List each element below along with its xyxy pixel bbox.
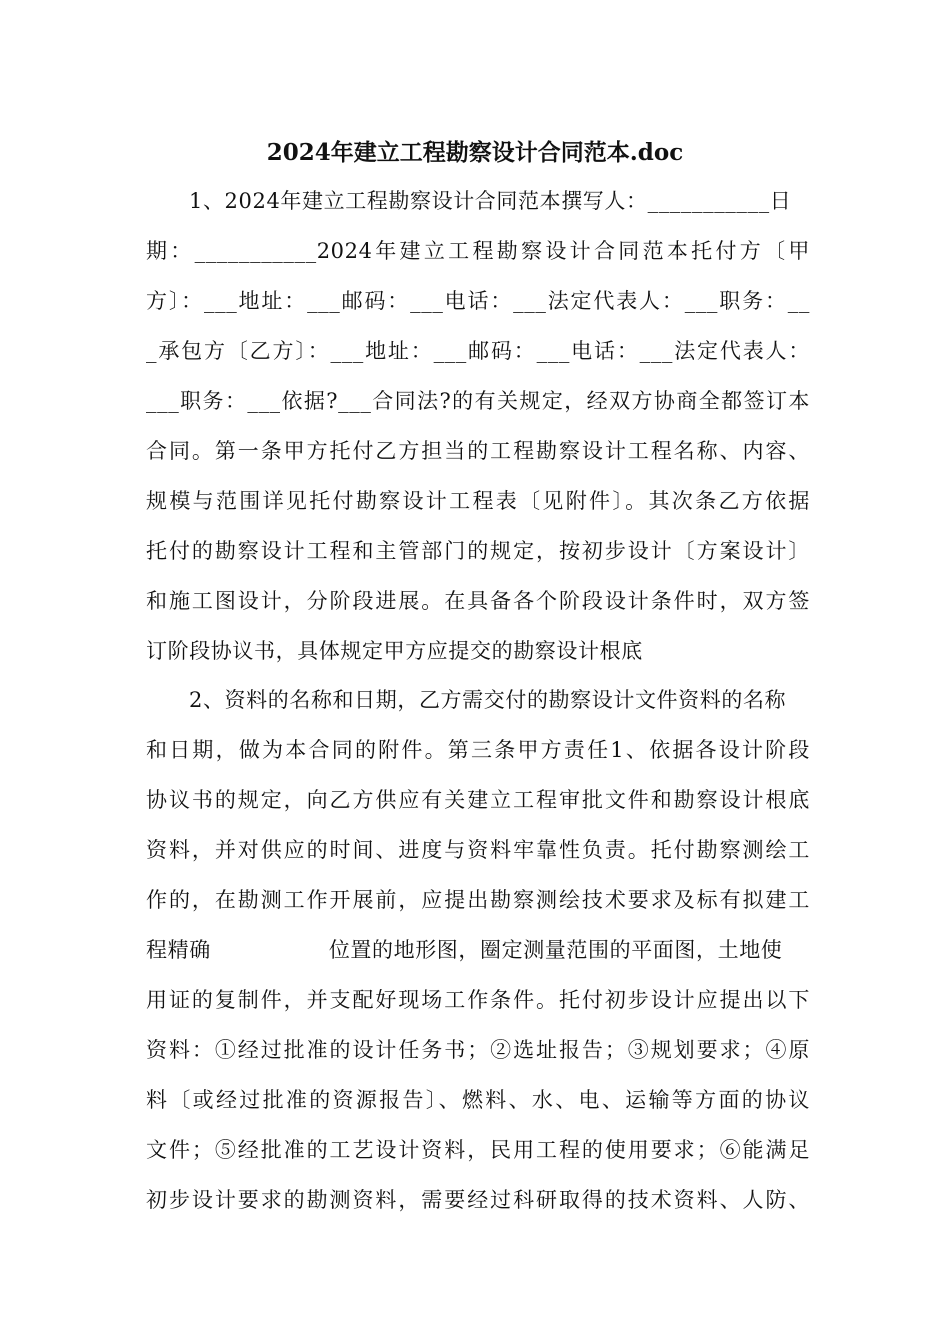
text-line: 2、资料的名称和日期，乙方需交付的勘察设计文件资料的名称 bbox=[189, 688, 787, 712]
text-line: 料〔或经过批准的资源报告〕、燃料、水、电、运输等方面的协议 bbox=[146, 1088, 810, 1112]
line-suffix: 位置的地形图，圈定测量范围的平面图，土地使 bbox=[328, 938, 783, 962]
text-line: 资料：①经过批准的设计任务书；②选址报告；③规划要求；④原 bbox=[146, 1038, 810, 1062]
text-line: 订阶段协议书，具体规定甲方应提交的勘察设计根底 bbox=[146, 639, 643, 663]
text-line: 和日期，做为本合同的附件。第三条甲方责任1、依据各设计阶段 bbox=[146, 738, 810, 762]
text-line: 合同。第一条甲方托付乙方担当的工程勘察设计工程名称、内容、 bbox=[146, 439, 810, 463]
text-line: 协议书的规定，向乙方供应有关建立工程审批文件和勘察设计根底 bbox=[146, 788, 810, 812]
text-line: 方〕：___地址：___邮码：___电话：___法定代表人：___职务：__ bbox=[146, 289, 810, 313]
text-line: 期：___________2024年建立工程勘察设计合同范本托付方〔甲 bbox=[146, 239, 810, 263]
text-line: 托付的勘察设计工程和主管部门的规定，按初步设计〔方案设计〕 bbox=[146, 539, 810, 563]
text-line: 规模与范围详见托付勘察设计工程表〔见附件〕。其次条乙方依据 bbox=[146, 489, 810, 513]
text-line: ___职务：___依据?___合同法?的有关规定，经双方协商全都签订本 bbox=[146, 389, 810, 413]
line-prefix: 程精确 bbox=[146, 938, 211, 962]
text-line: 资料，并对供应的时间、进度与资料牢靠性负责。托付勘察测绘工 bbox=[146, 838, 810, 862]
text-line-with-gap bbox=[146, 925, 810, 975]
document-title: 2024年建立工程勘察设计合同范本.doc bbox=[266, 139, 684, 166]
text-line: 用证的复制件，并支配好现场工作条件。托付初步设计应提出以下 bbox=[146, 988, 810, 1012]
text-line: 文件；⑤经批准的工艺设计资料，民用工程的使用要求；⑥能满足 bbox=[146, 1138, 810, 1162]
paragraph-1 bbox=[146, 176, 810, 676]
text-line: 和施工图设计，分阶段进展。在具备各个阶段设计条件时，双方签 bbox=[146, 589, 810, 613]
text-line: 作的，在勘测工作开展前，应提出勘察测绘技术要求及标有拟建工 bbox=[146, 888, 810, 912]
text-line: _承包方〔乙方〕：___地址：___邮码：___电话：___法定代表人： bbox=[146, 339, 810, 363]
text-line: 1、2024年建立工程勘察设计合同范本撰写人：___________日 bbox=[189, 189, 792, 213]
text-line: 初步设计要求的勘测资料，需要经过科研取得的技术资料、人防、 bbox=[146, 1188, 810, 1212]
paragraph-2 bbox=[146, 675, 810, 1225]
